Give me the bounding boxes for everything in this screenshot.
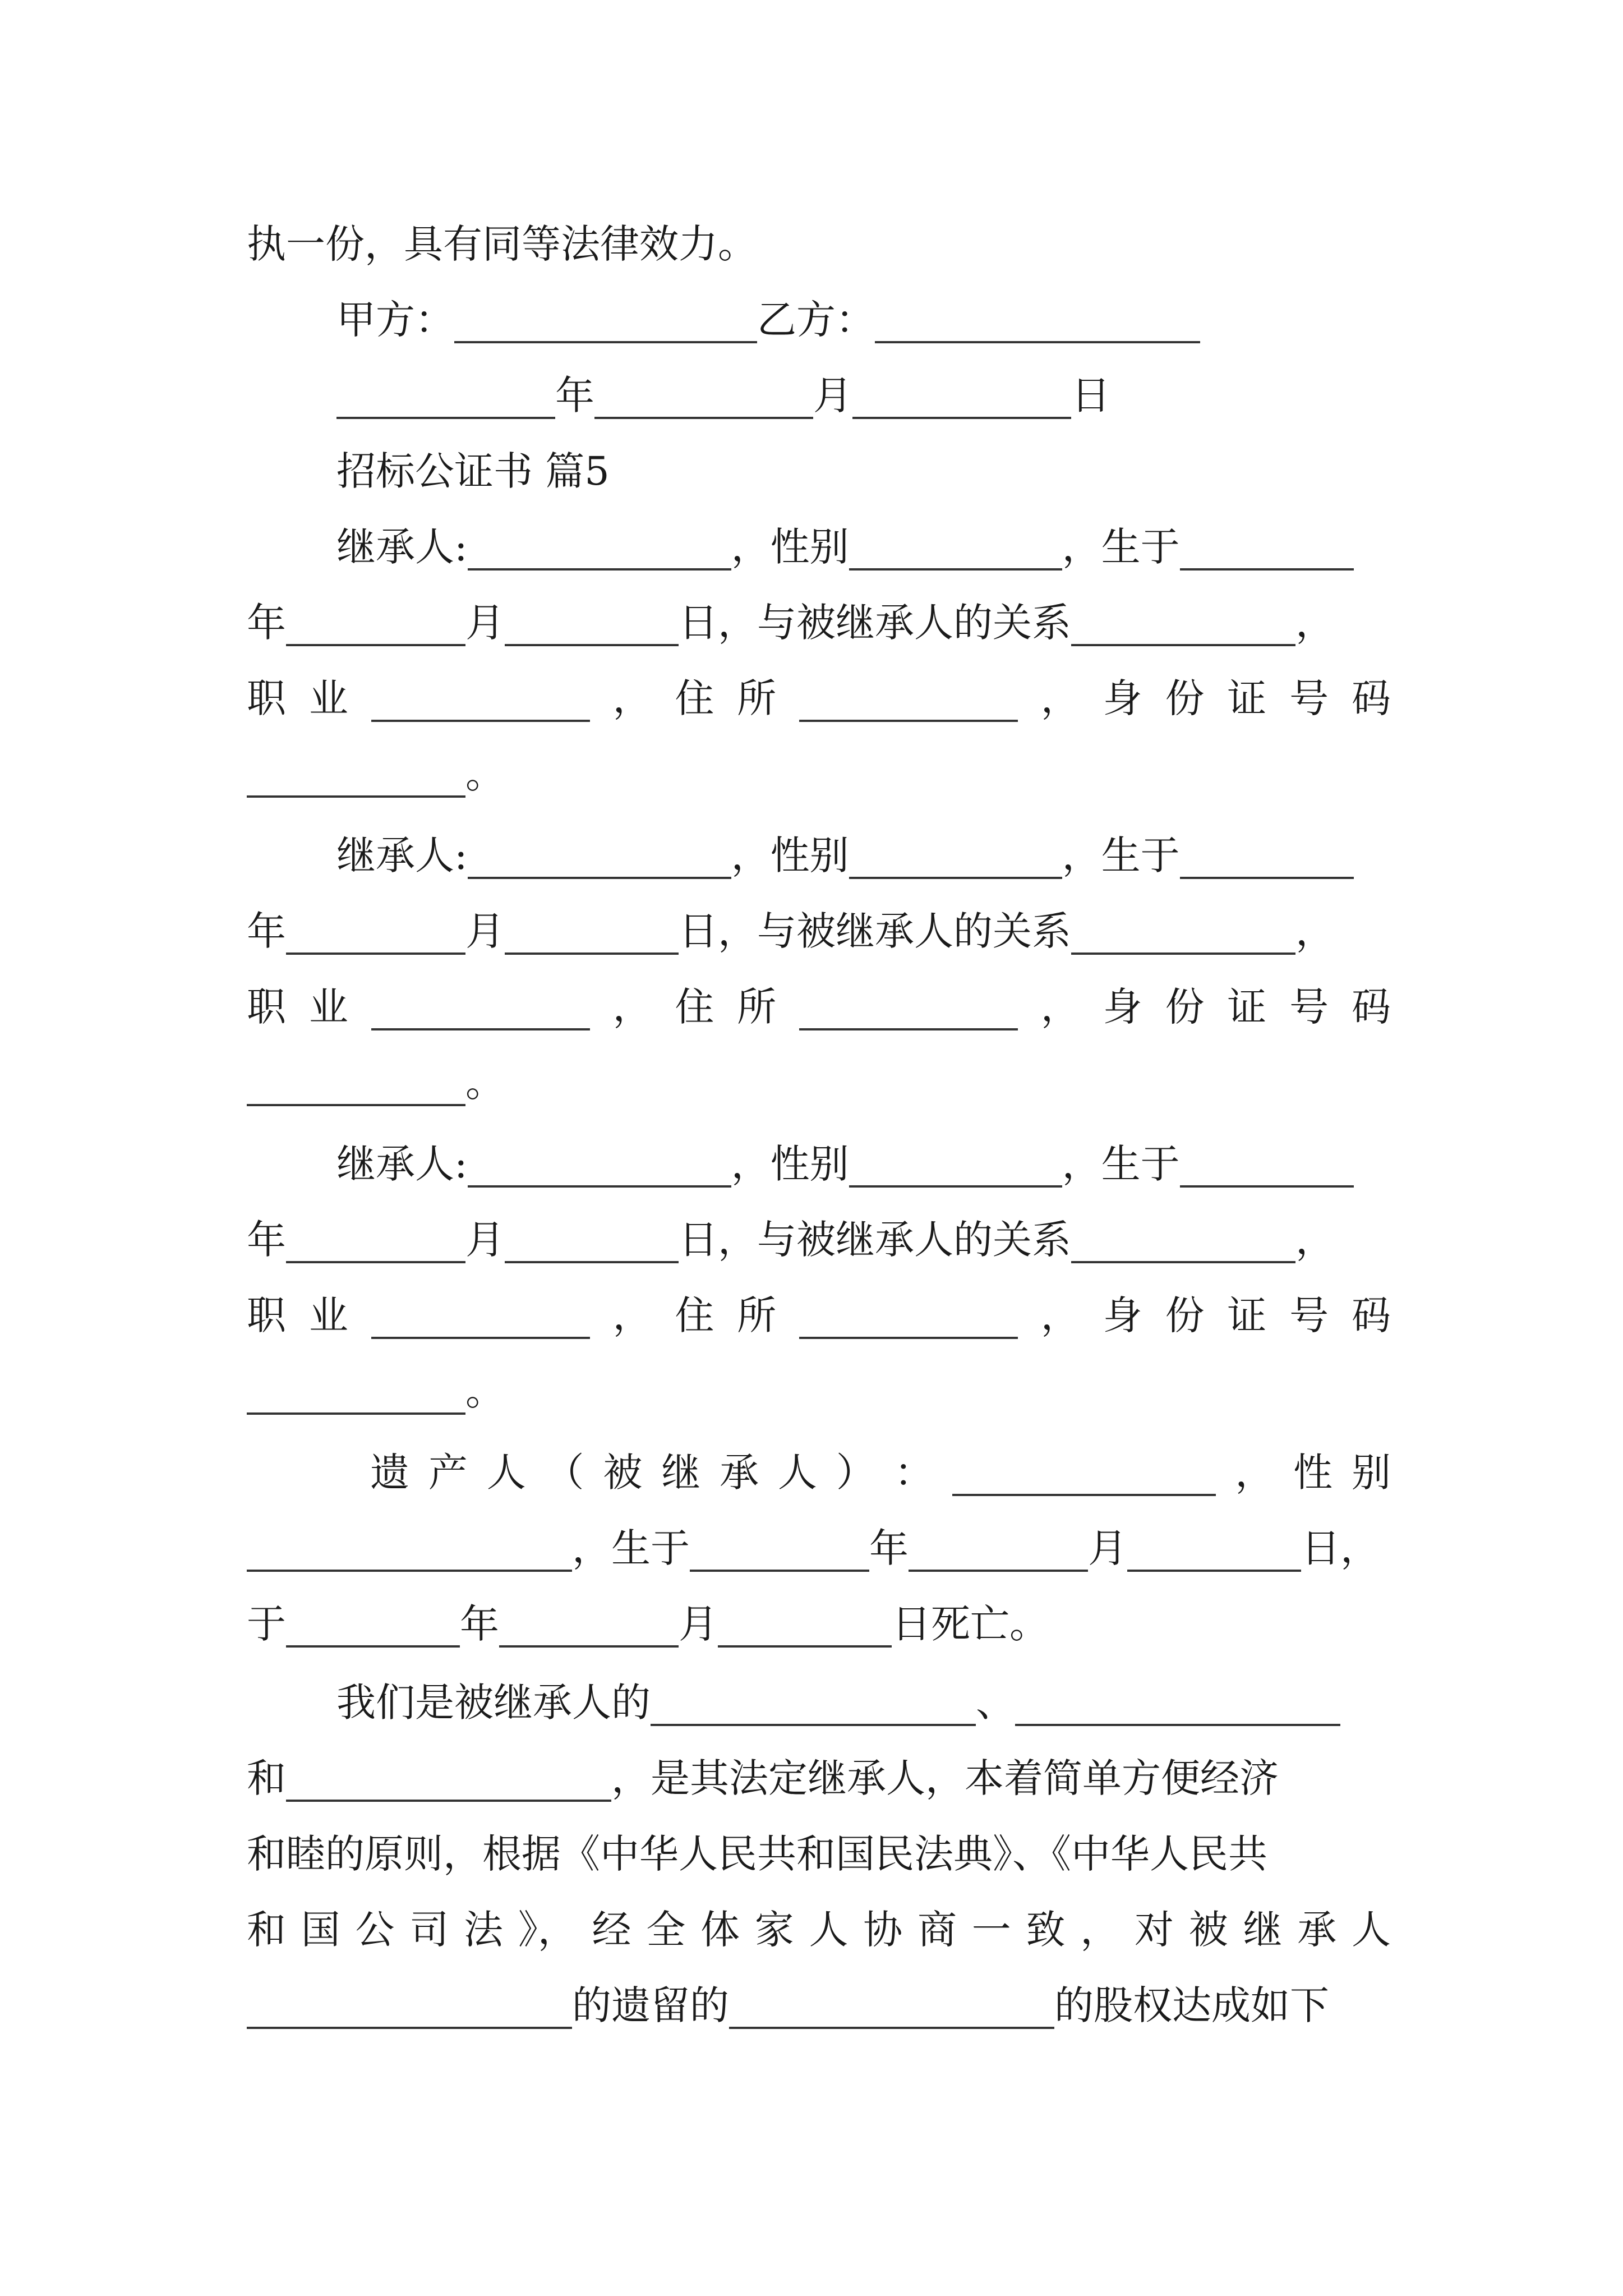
gender-label: ，性别 [731,1141,849,1187]
char: 体 [700,1907,740,1953]
decedent-blank[interactable] [247,1982,572,2029]
char: 和 [247,1907,286,1953]
id-char: 身 [1103,675,1142,721]
id-char: 份 [1165,1292,1205,1338]
heir-line-3 [247,1285,1391,1346]
relation-blank[interactable] [1071,599,1295,646]
relation-blank[interactable] [1015,1679,1340,1726]
decedent-char: 承 [720,1450,759,1496]
char: 被 [1188,1907,1228,1953]
id-char: 证 [1227,675,1267,721]
text: 执一份，具有同等法律效力。 [247,221,757,267]
occupation-char: 职 [247,984,286,1030]
decedent-char: 人 [486,1450,526,1496]
char: 人 [809,1907,849,1953]
heir-line-3 [247,668,1391,729]
para-line-4 [247,1899,1391,1961]
gender-blank[interactable] [849,1140,1062,1188]
month-label: 月 [465,600,505,646]
born-label: ，生于 [1062,832,1180,878]
text: 的遗留的 [572,1982,729,2028]
gender-blank[interactable] [849,523,1062,570]
residence-blank[interactable] [799,983,1018,1030]
id-char: 身 [1103,984,1142,1030]
char: 经 [592,1907,631,1953]
party-a-label: 甲方： [336,297,454,343]
comma: ， [612,1292,652,1338]
heir-name-blank[interactable] [468,1140,731,1188]
relation-blank[interactable] [651,1679,976,1726]
char: 家 [754,1907,794,1953]
heir-line-4 [247,743,1391,805]
month-label: 月 [1088,1525,1127,1571]
char: 人 [1352,1907,1391,1953]
residence-blank[interactable] [799,1292,1018,1339]
gender-blank[interactable] [849,832,1062,879]
comma: ， [612,675,652,721]
month-blank[interactable] [286,1216,465,1263]
yu-label: 于 [247,1601,286,1647]
heir-line-3 [247,976,1391,1038]
period: 。 [465,751,505,797]
para-line-5 [247,1975,1391,2036]
id-char: 码 [1351,1292,1391,1338]
heir-line-2 [247,900,1391,962]
year-label: 年 [460,1601,499,1647]
day-label: 日， [1301,1525,1380,1571]
day-blank[interactable] [505,599,679,646]
company-blank[interactable] [729,1982,1054,2029]
comma: ， [1040,1292,1080,1338]
born-year-blank[interactable] [690,1525,869,1572]
occupation-char: 业 [308,984,348,1030]
id-char: 份 [1165,984,1205,1030]
death-year-blank[interactable] [286,1600,460,1648]
decedent-char: 人 [777,1450,817,1496]
death-day-blank[interactable] [718,1600,892,1648]
decedent-line-2 [247,1517,1391,1579]
gender-char: 性 [1293,1450,1333,1496]
relation-blank[interactable] [286,1755,611,1802]
heir-line-1 [336,516,1391,578]
residence-char: 所 [737,1292,777,1338]
comma: ， [1295,1217,1335,1263]
char: 致 [1026,1907,1066,1953]
decedent-char: 产 [428,1450,468,1496]
decedent-char: 被 [603,1450,643,1496]
occupation-char: 职 [247,675,286,721]
id-char: 码 [1351,675,1391,721]
id-char: 号 [1289,1292,1329,1338]
heir-line-2 [247,592,1391,654]
month-blank[interactable] [286,908,465,955]
month-blank[interactable] [286,599,465,646]
party-b-label: 乙方： [757,297,875,343]
comma: ， [1040,675,1080,721]
decedent-name-blank[interactable] [952,1449,1216,1496]
comma: ， [1235,1450,1275,1496]
heir-line-4 [247,1360,1391,1422]
year-label: 年 [247,600,286,646]
id-char: 证 [1227,984,1267,1030]
char: 公 [355,1907,395,1953]
heir-label: 继承人: [336,832,468,878]
decedent-line-1 [370,1442,1391,1503]
day-blank[interactable] [505,908,679,955]
para-line-2 [247,1747,1391,1809]
char: 商 [917,1907,957,1953]
month-label: 月 [813,372,852,418]
char: 一 [971,1907,1011,1953]
party-a-blank[interactable] [454,296,757,343]
char: 国 [301,1907,340,1953]
id-blank[interactable] [247,1059,465,1106]
death-month-blank[interactable] [499,1600,679,1648]
char: 司 [409,1907,449,1953]
year-blank[interactable] [336,372,555,419]
id-blank[interactable] [247,1368,465,1415]
day-blank[interactable] [505,1216,679,1263]
id-char: 份 [1165,675,1205,721]
signature-line [336,289,1391,351]
born-label: ，生于 [1062,1141,1180,1187]
text: 和睦的原则，根据《中华人民共和国民法典》、《中华人民共 [247,1831,1267,1877]
id-char: 号 [1289,984,1329,1030]
decedent-char: （ [545,1450,584,1496]
occupation-blank[interactable] [371,675,590,722]
born-month-blank[interactable] [909,1525,1088,1572]
born-blank[interactable] [1180,523,1354,570]
residence-char: 所 [737,984,777,1030]
text: ，是其法定继承人，本着简单方便经济 [611,1755,1279,1801]
text: 和 [247,1755,286,1801]
month-blank[interactable] [594,372,813,419]
heir-name-blank[interactable] [468,832,731,879]
year-label: 年 [247,1217,286,1263]
char: 继 [1243,1907,1283,1953]
relation-label: 日，与被继承人的关系 [679,1217,1071,1263]
occupation-char: 业 [308,675,348,721]
heir-label: 继承人: [336,524,468,570]
decedent-char: 继 [661,1450,701,1496]
occupation-char: 业 [308,1292,348,1338]
death-label: 日死亡。 [892,1601,1049,1647]
party-b-blank[interactable] [875,296,1200,343]
heir-name-blank[interactable] [468,523,731,570]
occupation-blank[interactable] [371,983,590,1030]
period: 。 [465,1368,505,1414]
comma: ， [1040,984,1080,1030]
text: 我们是被继承人的 [336,1680,651,1726]
text: 、 [976,1680,1015,1726]
decedent-char: 遗 [370,1450,409,1496]
comma: ， [1295,908,1335,954]
char: 》， [518,1907,577,1953]
section-title-text: 招标公证书 篇5 [336,448,610,494]
born-day-blank[interactable] [1127,1525,1301,1572]
decedent-char: ： [894,1450,934,1496]
char: 全 [646,1907,686,1953]
relation-label: 日，与被继承人的关系 [679,600,1071,646]
gender-label: ，性别 [731,832,849,878]
char: 法 [464,1907,503,1953]
residence-blank[interactable] [799,675,1018,722]
id-char: 证 [1227,1292,1267,1338]
gender-blank[interactable] [247,1525,572,1572]
month-label: 月 [679,1601,718,1647]
comma: ， [612,984,652,1030]
id-char: 号 [1289,675,1329,721]
char: 承 [1297,1907,1337,1953]
occupation-blank[interactable] [371,1292,590,1339]
gender-label: ，性别 [731,524,849,570]
decedent-line-3 [247,1593,1391,1655]
comma: ， [1295,600,1335,646]
month-label: 月 [465,908,505,954]
residence-char: 住 [675,984,714,1030]
id-blank[interactable] [247,751,465,798]
relation-label: 日，与被继承人的关系 [679,908,1071,954]
day-label: 日 [1071,372,1110,418]
relation-blank[interactable] [1071,908,1295,955]
heir-line-1 [336,1133,1391,1195]
text: 的股权达成如下 [1054,1982,1329,2028]
heir-line-1 [336,825,1391,886]
heir-line-4 [247,1052,1391,1114]
day-blank[interactable] [852,372,1071,419]
year-label: 年 [555,372,594,418]
heir-label: 继承人: [336,1141,468,1187]
char: ， [1080,1907,1120,1953]
residence-char: 所 [737,675,777,721]
para-line-1 [336,1672,1391,1733]
relation-blank[interactable] [1071,1216,1295,1263]
id-char: 码 [1351,984,1391,1030]
id-char: 身 [1103,1292,1142,1338]
year-label: 年 [869,1525,909,1571]
born-label: ，生于 [1062,524,1180,570]
date-line [336,365,1391,426]
born-label: ，生于 [572,1525,690,1571]
period: 。 [465,1060,505,1106]
char: 协 [863,1907,903,1953]
occupation-char: 职 [247,1292,286,1338]
born-blank[interactable] [1180,832,1354,879]
residence-char: 住 [675,1292,714,1338]
born-blank[interactable] [1180,1140,1354,1188]
char: 对 [1135,1907,1174,1953]
para-line-3 [247,1823,1391,1885]
heir-line-2 [247,1209,1391,1271]
residence-char: 住 [675,675,714,721]
section-title [336,440,1391,502]
text-line [247,213,1391,275]
year-label: 年 [247,908,286,954]
decedent-char: ） [836,1450,875,1496]
month-label: 月 [465,1217,505,1263]
gender-char: 别 [1351,1450,1391,1496]
